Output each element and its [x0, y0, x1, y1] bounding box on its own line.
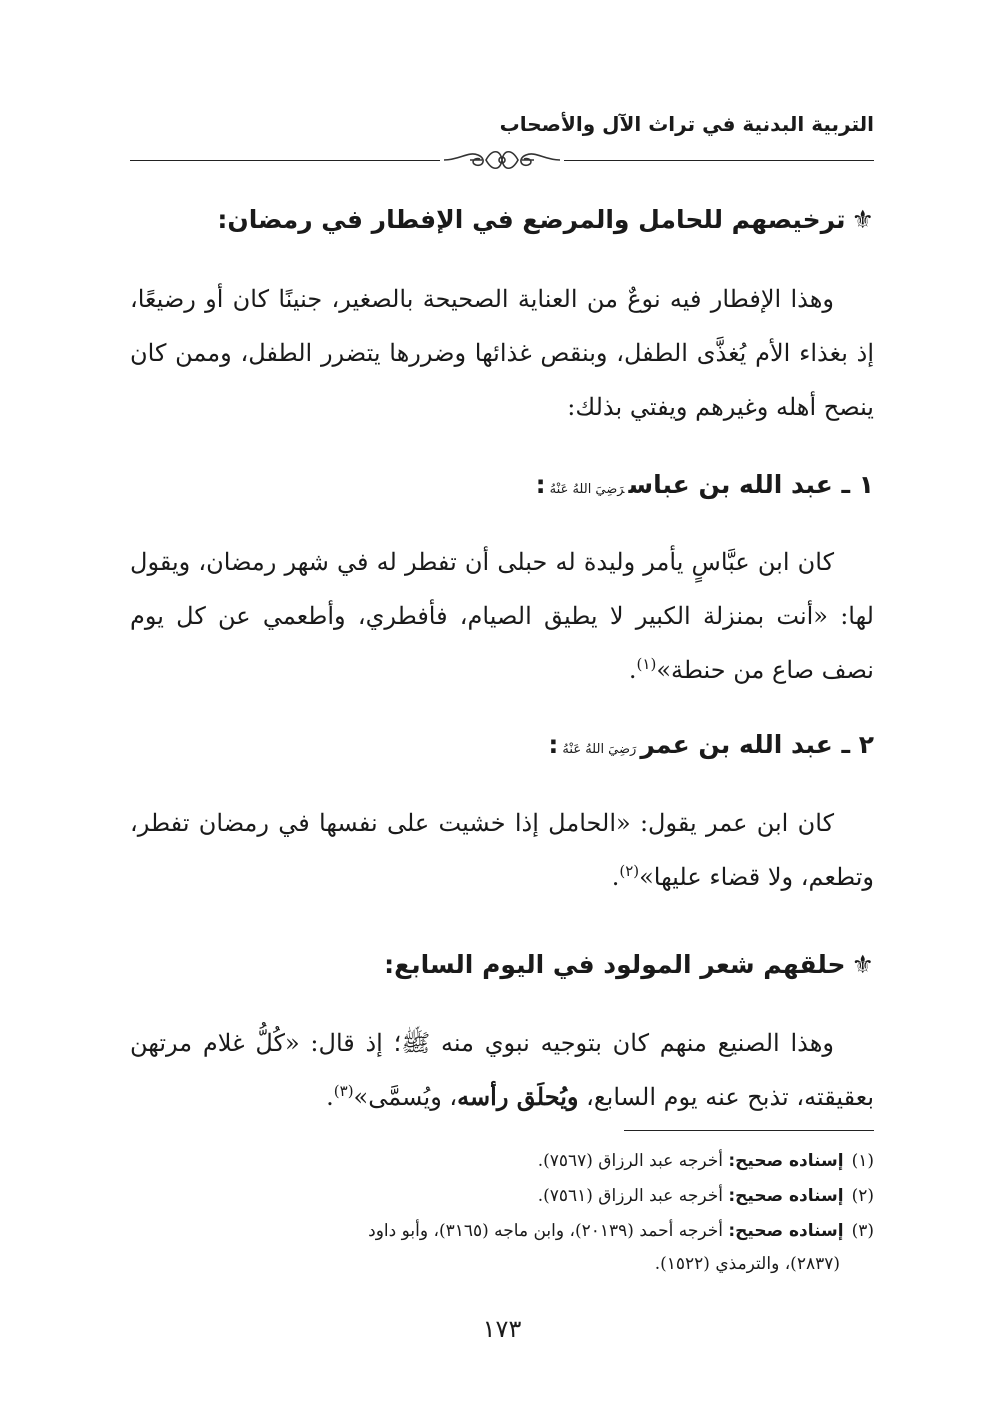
footnote-text: أخرجه عبد الرزاق (٧٥٦٧). [537, 1151, 723, 1171]
page-number: ١٧٣ [482, 1315, 522, 1343]
paragraph-text: كان ابن عمر يقول: «الحامل إذا خشيت على نفسها في رمضان تفطر، وتطعم، ولا قضاء عليها» [130, 809, 874, 891]
book-page [130, 0, 874, 1418]
footnote-text: أخرجه عبد الرزاق (٧٥٦١). [537, 1186, 723, 1206]
paragraph-end: . [628, 656, 637, 684]
fleuron-icon: ⚜ [851, 950, 874, 979]
intro-paragraph: وهذا الإفطار فيه نوعٌ من العناية الصحيحة بالصغير، جنينًا كان أو رضيعًا، إذ بغذاء الأم يُغذَّى الطفل، وبنقص غذائها وضررها يتضرر الطفل، وممن كان ينصح أهله وغيرهم ويفتي بذلك: [130, 285, 874, 421]
colon: : [535, 470, 546, 499]
footnote-number: (٢) [851, 1186, 874, 1206]
footnote-ref[interactable]: (٢) [619, 862, 640, 880]
honorific-mark: رَضِيَ اللهُ عَنْهُ [549, 482, 625, 497]
ibn-abbas-paragraph [130, 535, 874, 697]
footnote-ref[interactable]: (٣) [333, 1082, 354, 1100]
item-heading-ibn-abbas [536, 470, 874, 500]
footnote-number: (١) [851, 1151, 874, 1171]
running-header-title: التربية البدنية في تراث الآل والأصحاب [499, 112, 874, 136]
item-heading-ibn-umar [548, 730, 874, 760]
colon: : [548, 730, 559, 759]
header-ornament-icon [440, 145, 564, 175]
footnote-separator [624, 1130, 874, 1131]
emphasis-text: ويُحلَق رأسه [457, 1082, 579, 1111]
paragraph-text-tail: ، ويُسمَّى» [353, 1083, 458, 1111]
paragraph-text: كان ابن عبَّاسٍ يأمر وليدة له حبلى أن تفطر له في شهر رمضان، ويقول لها: «أنت بمنزلة الكبير لا يطيق الصيام، فأفطري، وأطعمي عن كل يوم نصف صاع من حنطة» [130, 548, 874, 684]
section-heading-text: ترخيصهم للحامل والمرضع في الإفطار في رمضان: [217, 205, 846, 234]
honorific-mark: رَضِيَ اللهُ عَنْهُ [562, 742, 637, 757]
footnote-label: إسناده صحيح: [728, 1186, 844, 1206]
section-heading-text: حلقهم شعر المولود في اليوم السابع: [384, 950, 846, 979]
footnote-2 [130, 1180, 874, 1213]
paragraph-end: . [326, 1083, 334, 1111]
footnote-label: إسناده صحيح: [728, 1221, 844, 1241]
footnote-number: (٣) [851, 1221, 874, 1241]
section-heading-newborn-hair [384, 950, 874, 980]
item-title: ١ ـ عبد الله بن عباس [628, 470, 874, 499]
footnote-ref[interactable]: (١) [636, 655, 657, 673]
ibn-umar-paragraph [130, 796, 874, 904]
footnote-3 [130, 1215, 874, 1281]
paragraph-text: وهذا الصنيع منهم كان بتوجيه نبوي منه ﷺ؛ إذ قال: «كُلُّ غلام مرتهن بعقيقته، تذبح عنه يوم السابع، [130, 1029, 874, 1111]
footnote-1 [130, 1145, 874, 1178]
section-heading-pregnant-nursing [217, 205, 874, 235]
footnote-label: إسناده صحيح: [728, 1151, 844, 1171]
fleuron-icon: ⚜ [851, 205, 874, 234]
newborn-paragraph [130, 1016, 874, 1124]
footnote-continuation: (٢٨٣٧)، والترمذي (١٥٢٢). [654, 1254, 840, 1274]
item-title: ٢ ـ عبد الله بن عمر [640, 730, 874, 759]
paragraph-end: . [611, 863, 620, 891]
footnote-text: أخرجه أحمد (٢٠١٣٩)، وابن ماجه (٣١٦٥)، وأبو داود [368, 1221, 723, 1241]
